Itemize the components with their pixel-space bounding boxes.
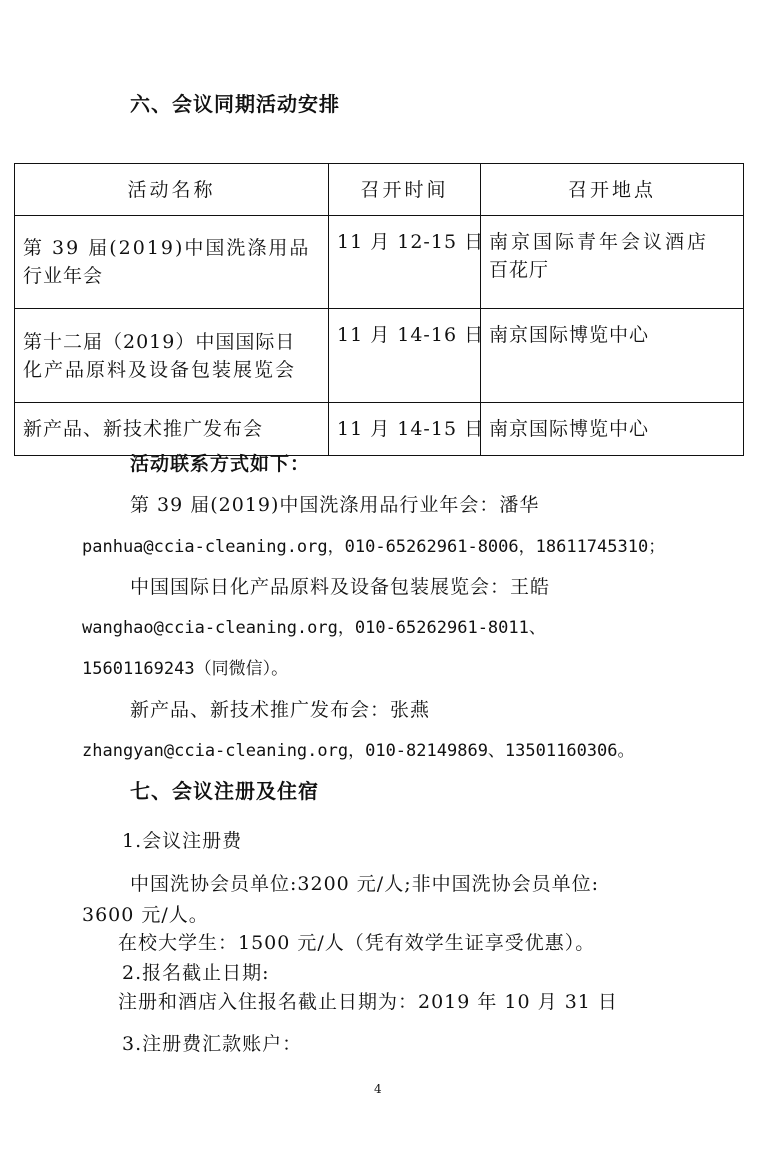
activity-place-cell [481,309,744,403]
deadline-title: 2.报名截止日期: [122,962,270,984]
activity-place-cell [481,403,744,456]
activity-place-line: 南京国际青年会议酒店 [489,231,710,253]
activity-place-line: 百花厅 [489,259,550,281]
activity-name-cell [15,309,329,403]
activity-time-cell: 11 月 14-15 日 [329,403,481,456]
activity-time-cell: 11 月 12-15 日 [329,216,481,309]
activity-time-cell: 11 月 14-16 日 [329,309,481,403]
registration-fee-line: 中国洗协会员单位:3200 元/人;非中国洗协会员单位: [130,873,599,895]
contact-detail: 15601169243（同微信）。 [82,659,289,679]
activity-name-line: 新产品、新技术推广发布会 [23,418,264,440]
activity-place-line: 南京国际博览中心 [489,324,650,346]
contact-title: 中国国际日化产品原料及设备包装展览会：王皓 [130,576,551,598]
contact-title: 新产品、新技术推广发布会：张燕 [130,699,431,721]
registration-fee-line: 3600 元/人。 [82,904,209,926]
table-row [15,216,744,309]
activity-name-line: 第 39 届(2019)中国洗涤用品 [23,237,311,259]
activity-name-cell [15,403,329,456]
activity-name-line: 第十二届（2019）中国国际日 [23,330,296,353]
deadline-line: 注册和酒店入住报名截止日期为：2019 年 10 月 31 日 [118,991,618,1013]
column-header-name: 活动名称 [15,164,329,216]
table-row [15,403,744,456]
section7-heading: 七、会议注册及住宿 [130,779,319,803]
contact-title: 第 39 届(2019)中国洗涤用品行业年会：潘华 [130,494,540,516]
contact-detail: panhua@ccia-cleaning.org，010-65262961-8006，18611745310； [82,537,666,557]
activity-name-cell [15,216,329,309]
table-row [15,309,744,403]
bank-account-title: 3.注册费汇款账户： [122,1033,303,1055]
contact-detail: wanghao@ccia-cleaning.org，010-65262961-8011、 [82,618,546,638]
table-header-row [15,164,744,216]
contact-detail: zhangyan@ccia-cleaning.org，010-82149869、13501160306。 [82,741,635,761]
activity-place-line: 南京国际博览中心 [489,418,650,440]
section6-heading: 六、会议同期活动安排 [130,92,340,116]
activity-table [14,163,744,456]
column-header-time: 召开时间 [329,164,481,216]
student-fee-line: 在校大学生：1500 元/人（凭有效学生证享受优惠）。 [118,932,596,954]
activity-name-line: 行业年会 [23,265,104,287]
activity-name-line: 化产品原料及设备包装展览会 [23,358,297,381]
column-header-place: 召开地点 [481,164,744,216]
registration-fee-title: 1.会议注册费 [122,830,243,852]
page-number: 4 [374,1082,382,1096]
activity-place-cell [481,216,744,309]
contacts-heading: 活动联系方式如下： [130,453,311,475]
